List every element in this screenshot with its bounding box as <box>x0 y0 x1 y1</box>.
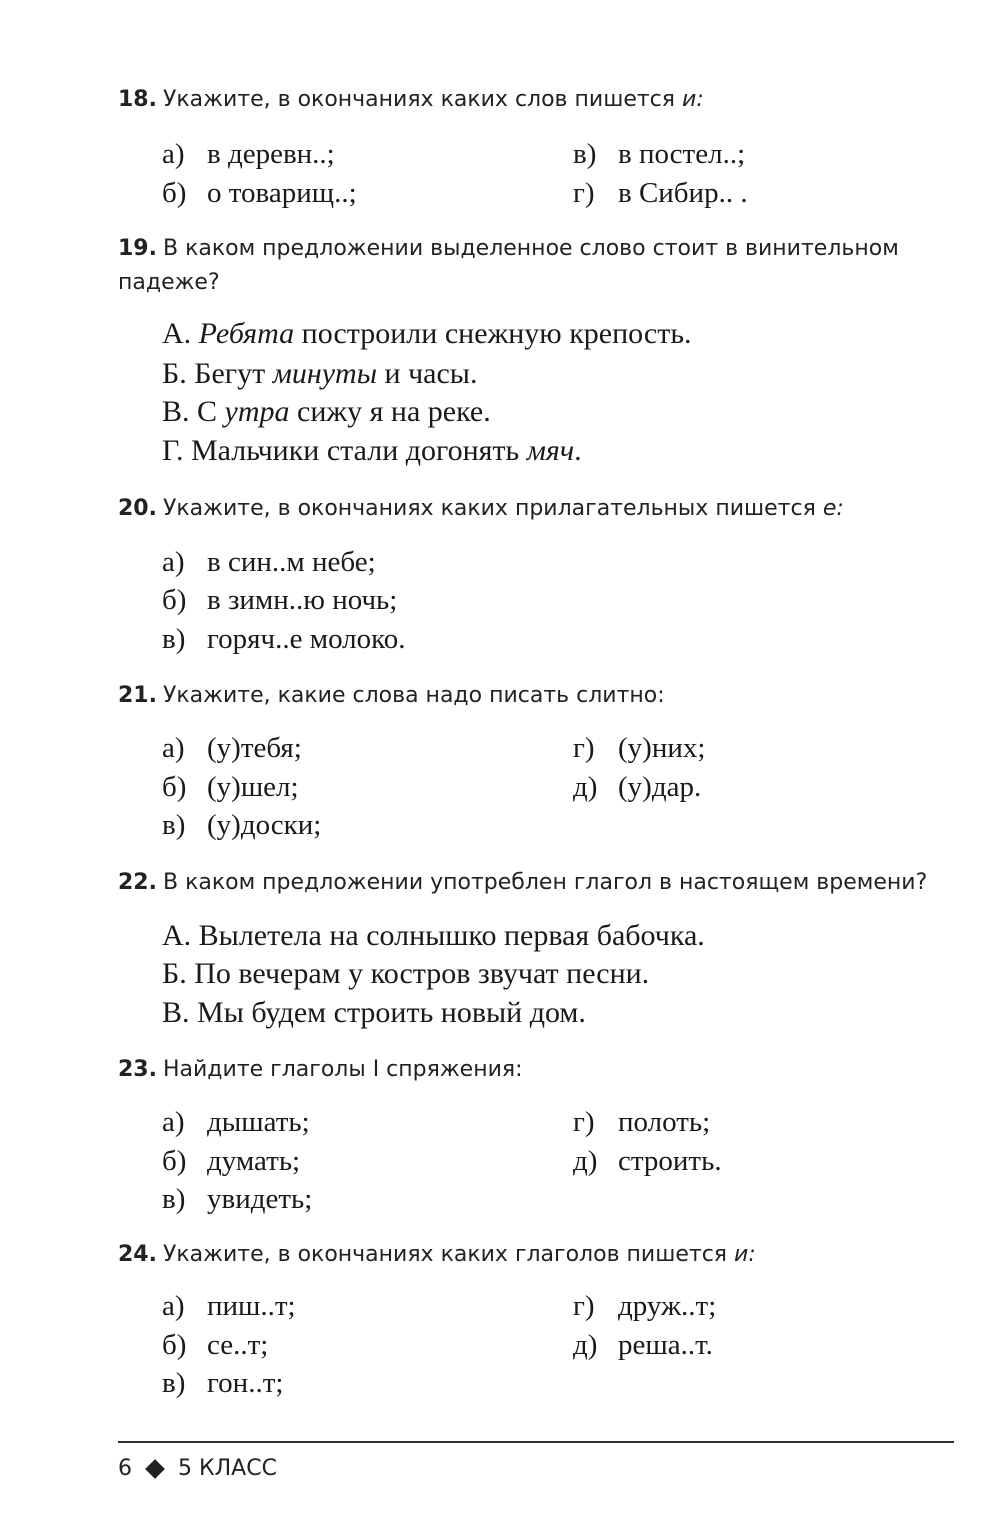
option: а) в деревн..; <box>162 138 335 170</box>
sentence-option: В. Мы будем строить новый дом. <box>162 996 586 1029</box>
question-number: 22. <box>118 870 157 895</box>
option: б) в зимн..ю ночь; <box>162 584 398 616</box>
option: в) гон..т; <box>162 1367 284 1399</box>
question-number: 21. <box>118 683 157 708</box>
sentence-option: А. Ребята построили снежную крепость. <box>162 317 692 350</box>
question-number: 19. <box>118 236 157 261</box>
page-number: 6 <box>118 1456 132 1481</box>
question-emphasis: е: <box>822 496 844 521</box>
option: д) строить. <box>573 1145 722 1177</box>
option: в) увидеть; <box>162 1183 313 1215</box>
sentence-option: Г. Мальчики стали догонять мяч. <box>162 434 582 467</box>
option: г) друж..т; <box>573 1290 717 1322</box>
question-emphasis: и: <box>682 87 704 112</box>
option: б) о товарищ..; <box>162 177 357 209</box>
option: г) (у)них; <box>573 732 706 764</box>
question-23 <box>118 1053 523 1087</box>
question-text: В каком предложении употреблен глагол в настоящем времени? <box>162 870 928 895</box>
question-20 <box>118 492 844 526</box>
question-text: Укажите, в окончаниях каких глаголов пишется <box>162 1242 728 1267</box>
question-number: 20. <box>118 496 157 521</box>
option: б) думать; <box>162 1145 301 1177</box>
option: а) (у)тебя; <box>162 732 302 764</box>
option: а) дышать; <box>162 1106 310 1138</box>
question-text: В каком предложении выделенное слово стоит в винительном падеже? <box>118 236 899 295</box>
sentence-option: Б. По вечерам у костров звучат песни. <box>162 957 650 990</box>
question-number: 24. <box>118 1242 157 1267</box>
question-emphasis: и: <box>734 1242 756 1267</box>
question-number: 23. <box>118 1057 157 1082</box>
question-21 <box>118 679 665 713</box>
option: б) (у)шел; <box>162 771 299 803</box>
option: д) реша..т. <box>573 1329 713 1361</box>
question-text: Укажите, в окончаниях каких прилагательных пишется <box>162 496 816 521</box>
question-text: Найдите глаголы I спряжения: <box>162 1057 523 1082</box>
option: а) пиш..т; <box>162 1290 296 1322</box>
option: г) в Сибир.. . <box>573 177 748 209</box>
sentence-option: Б. Бегут минуты и часы. <box>162 357 478 390</box>
option: г) полоть; <box>573 1106 711 1138</box>
option: в) в постел..; <box>573 138 746 170</box>
option: д) (у)дар. <box>573 771 702 803</box>
question-24 <box>118 1238 756 1272</box>
question-22 <box>118 866 927 900</box>
sentence-option: В. С утра сижу я на реке. <box>162 395 491 428</box>
option: в) (у)доски; <box>162 809 322 841</box>
option: б) се..т; <box>162 1329 269 1361</box>
diamond-icon <box>145 1459 165 1479</box>
option: в) горяч..е молоко. <box>162 623 406 655</box>
footer-divider <box>118 1441 954 1443</box>
question-number: 18. <box>118 87 157 112</box>
option: а) в син..м небе; <box>162 546 376 578</box>
sentence-option: А. Вылетела на солнышко первая бабочка. <box>162 919 705 952</box>
question-text: Укажите, в окончаниях каких слов пишется <box>162 87 676 112</box>
grade-label: 5 КЛАСС <box>178 1456 277 1481</box>
question-19 <box>118 232 968 300</box>
page-footer <box>118 1452 277 1486</box>
question-text: Укажите, какие слова надо писать слитно: <box>162 683 665 708</box>
question-18 <box>118 83 704 117</box>
